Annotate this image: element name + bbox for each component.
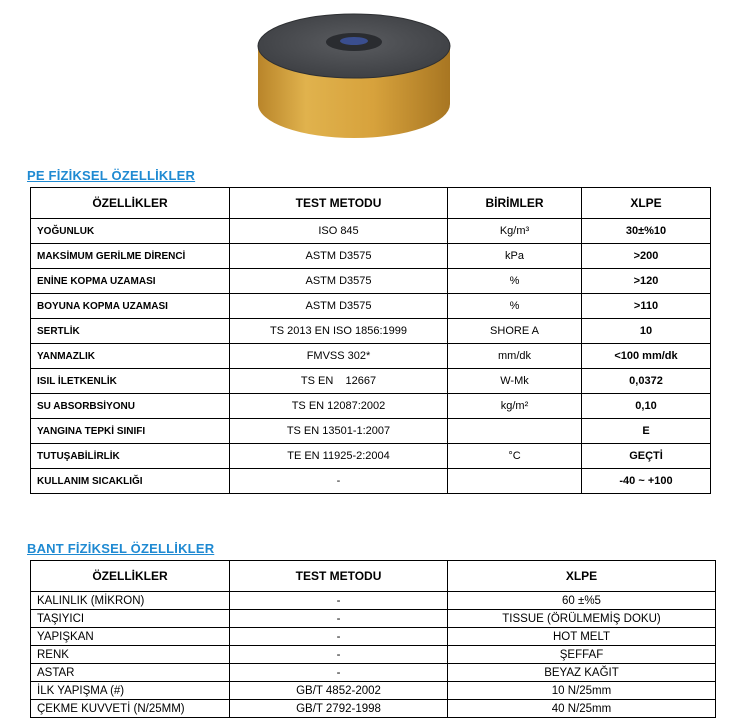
xlpe-value: E (582, 419, 711, 444)
table-row (31, 269, 711, 294)
table-row (31, 319, 711, 344)
test-method: - (230, 664, 448, 682)
xlpe-value: >120 (582, 269, 711, 294)
header-units: BİRİMLER (448, 188, 582, 219)
table-header-row (31, 561, 716, 592)
xlpe-value: 40 N/25mm (448, 700, 716, 718)
property-name: TUTUŞABİLİRLİK (31, 444, 230, 469)
xlpe-value: <100 mm/dk (582, 344, 711, 369)
unit: % (448, 294, 582, 319)
xlpe-value: 0,10 (582, 394, 711, 419)
table-row (31, 394, 711, 419)
xlpe-value: TISSUE (ÖRÜLMEMİŞ DOKU) (448, 610, 716, 628)
unit (448, 419, 582, 444)
xlpe-value: >110 (582, 294, 711, 319)
unit: mm/dk (448, 344, 582, 369)
pe-properties-table (30, 187, 711, 494)
table-row (31, 294, 711, 319)
xlpe-value: 0,0372 (582, 369, 711, 394)
table-row (31, 469, 711, 494)
xlpe-value: 60 ±%5 (448, 592, 716, 610)
xlpe-value: 10 (582, 319, 711, 344)
property-name: SERTLİK (31, 319, 230, 344)
property-name: ENİNE KOPMA UZAMASI (31, 269, 230, 294)
property-name: YANMAZLIK (31, 344, 230, 369)
property-name: YAPIŞKAN (31, 628, 230, 646)
tape-roll-image (256, 12, 452, 140)
xlpe-value: 30±%10 (582, 219, 711, 244)
table-row (31, 628, 716, 646)
table-row (31, 664, 716, 682)
unit: Kg/m³ (448, 219, 582, 244)
test-method: - (230, 592, 448, 610)
header-test-method: TEST METODU (230, 561, 448, 592)
xlpe-value: GEÇTİ (582, 444, 711, 469)
table-row (31, 219, 711, 244)
xlpe-value: 10 N/25mm (448, 682, 716, 700)
header-xlpe: XLPE (448, 561, 716, 592)
property-name: RENK (31, 646, 230, 664)
property-name: KALINLIK (MİKRON) (31, 592, 230, 610)
header-properties: ÖZELLİKLER (31, 188, 230, 219)
header-xlpe: XLPE (582, 188, 711, 219)
property-name: BOYUNA KOPMA UZAMASI (31, 294, 230, 319)
unit: kPa (448, 244, 582, 269)
table-row (31, 700, 716, 718)
header-test-method: TEST METODU (230, 188, 448, 219)
table-row (31, 682, 716, 700)
test-method: FMVSS 302* (230, 344, 448, 369)
test-method: TS EN 12087:2002 (230, 394, 448, 419)
unit: % (448, 269, 582, 294)
header-properties: ÖZELLİKLER (31, 561, 230, 592)
table-row (31, 610, 716, 628)
property-name: KULLANIM SICAKLIĞI (31, 469, 230, 494)
xlpe-value: HOT MELT (448, 628, 716, 646)
table-row (31, 369, 711, 394)
table-row (31, 344, 711, 369)
unit: °C (448, 444, 582, 469)
test-method: - (230, 646, 448, 664)
pe-section-title: PE FİZİKSEL ÖZELLİKLER (27, 168, 196, 183)
test-method: GB/T 4852-2002 (230, 682, 448, 700)
property-name: YANGINA TEPKİ SINIFI (31, 419, 230, 444)
property-name: TAŞIYICI (31, 610, 230, 628)
property-name: SU ABSORBSİYONU (31, 394, 230, 419)
test-method: ASTM D3575 (230, 269, 448, 294)
test-method: ASTM D3575 (230, 294, 448, 319)
table-row (31, 244, 711, 269)
unit: W-Mk (448, 369, 582, 394)
table-row (31, 444, 711, 469)
test-method: GB/T 2792-1998 (230, 700, 448, 718)
test-method: TS EN 13501-1:2007 (230, 419, 448, 444)
property-name: ASTAR (31, 664, 230, 682)
unit: kg/m² (448, 394, 582, 419)
table-row (31, 419, 711, 444)
unit (448, 469, 582, 494)
table-header-row (31, 188, 711, 219)
property-name: ISIL İLETKENLİK (31, 369, 230, 394)
bant-section-title: BANT FİZİKSEL ÖZELLİKLER (27, 541, 215, 556)
test-method: TE EN 11925-2:2004 (230, 444, 448, 469)
bant-properties-table (30, 560, 716, 718)
test-method: TS 2013 EN ISO 1856:1999 (230, 319, 448, 344)
unit: SHORE A (448, 319, 582, 344)
property-name: ÇEKME KUVVETİ (N/25MM) (31, 700, 230, 718)
property-name: MAKSİMUM GERİLME DİRENCİ (31, 244, 230, 269)
xlpe-value: BEYAZ KAĞIT (448, 664, 716, 682)
xlpe-value: -40 ~ +100 (582, 469, 711, 494)
test-method: - (230, 628, 448, 646)
test-method: ISO 845 (230, 219, 448, 244)
xlpe-value: ŞEFFAF (448, 646, 716, 664)
test-method: - (230, 610, 448, 628)
test-method: TS EN 12667 (230, 369, 448, 394)
test-method: - (230, 469, 448, 494)
table-row (31, 646, 716, 664)
property-name: YOĞUNLUK (31, 219, 230, 244)
property-name: İLK YAPIŞMA (#) (31, 682, 230, 700)
table-row (31, 592, 716, 610)
test-method: ASTM D3575 (230, 244, 448, 269)
xlpe-value: >200 (582, 244, 711, 269)
